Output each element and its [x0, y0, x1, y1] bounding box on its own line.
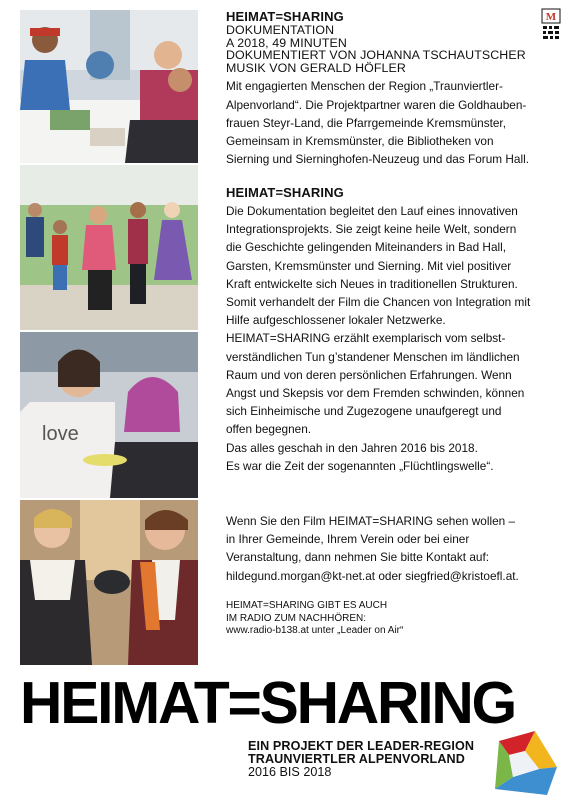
caption-line: MUSIK VON GERALD HÖFLER	[226, 60, 406, 75]
body-line: Hilfe aufgeschlossener lokaler Netzwerke.	[226, 313, 446, 328]
footer-line: EIN PROJEKT DER LEADER-REGION	[248, 739, 475, 753]
contact-block	[226, 512, 542, 585]
caption-line: DOKUMENTATION	[226, 23, 335, 37]
photo-women-in-dirndl	[20, 500, 198, 665]
svg-text:M: M	[545, 11, 557, 23]
publisher-logo	[541, 8, 561, 42]
body-line: Gemeinsam in Kremsmünster, die Bibliotheken von	[226, 133, 494, 148]
body-line: Wenn Sie den Film HEIMAT=SHARING sehen wollen –	[226, 514, 516, 528]
footer-line: TRAUNVIERTLER ALPENVORLAND	[248, 752, 465, 766]
documentation-info-block	[226, 10, 542, 168]
big-title: HEIMAT=SHARING	[20, 670, 516, 736]
photo-dancing-group	[20, 165, 198, 330]
body-line: in Ihrer Gemeinde, Ihrem Verein oder bei einer	[226, 532, 470, 547]
body-line: Sierning und Sierninghofen-Neuzeug und das Forum Hall.	[226, 152, 529, 167]
body-line: Kraft entwickelte sich Neues in traditionellen Strukturen.	[226, 276, 518, 291]
body-line: offen begegnen.	[226, 422, 312, 437]
footer-credit	[248, 740, 508, 779]
radio-link[interactable]: www.radio-b138.at unter „Leader on Air“	[226, 625, 404, 637]
body-line: frauen Steyr-Land, die Pfarrgemeinde Kremsmünster,	[226, 115, 506, 130]
footer-years: 2016 BIS 2018	[248, 765, 332, 779]
body-line: Somit verhandelt der Film die Chancen von Integration mit	[226, 295, 531, 310]
body-line: Integrationsprojekts. Sie zeigt keine heile Welt, sondern	[226, 222, 517, 237]
caption-line: DOKUMENTIERT VON JOHANNA TSCHAUTSCHER	[226, 48, 526, 63]
body-line: Angst und Skepsis vor dem Fremden schwinden, können	[226, 386, 525, 401]
svg-text:love: love	[42, 423, 79, 445]
body-line: Mit engagierten Menschen der Region „Traunviertler-	[226, 79, 503, 94]
contact-emails[interactable]: hildegund.morgan@kt-net.at oder siegfried@kristoefl.at.	[226, 568, 519, 583]
body-line: Alpenvorland“. Die Projektpartner waren die Goldhauben-	[226, 97, 527, 112]
section-heading: HEIMAT=SHARING	[226, 185, 344, 200]
radio-line: HEIMAT=SHARING GIBT ES AUCH	[226, 600, 388, 611]
section-heading: HEIMAT=SHARING	[226, 9, 344, 24]
body-line: Das alles geschah in den Jahren 2016 bis 2018.	[226, 440, 478, 455]
radio-line: IM RADIO ZUM NACHHÖREN:	[226, 612, 366, 624]
body-line: Raum und von deren persönlichen Erfahrungen. Wenn	[226, 367, 512, 382]
body-line: Es war die Zeit der sogenannten „Flüchtlingswelle“.	[226, 458, 494, 473]
body-line: Veranstaltung, dann nehmen Sie bitte Kontakt auf:	[226, 550, 489, 565]
radio-note	[226, 600, 542, 638]
caption-line: A 2018, 49 MINUTEN	[226, 35, 347, 50]
body-line: HEIMAT=SHARING erzählt exemplarisch vom selbst-	[226, 331, 506, 346]
body-line: die Geschichte gelingenden Miteinanders in Bad Hall,	[226, 240, 507, 255]
body-line: Die Dokumentation begleitet den Lauf eines innovativen	[226, 204, 518, 218]
body-line: sich Einheimische und Zugezogene unaufgeregt und	[226, 404, 502, 419]
body-line: verständlichen Tun g’standener Menschen im ländlichen	[226, 349, 520, 364]
leader-region-logo	[491, 727, 561, 799]
photo-workshop-table	[20, 10, 198, 163]
body-line: Garsten, Kremsmünster und Sierning. Mit viel positiver	[226, 258, 512, 273]
documentation-description-block	[226, 186, 542, 475]
photo-two-women	[20, 332, 198, 498]
